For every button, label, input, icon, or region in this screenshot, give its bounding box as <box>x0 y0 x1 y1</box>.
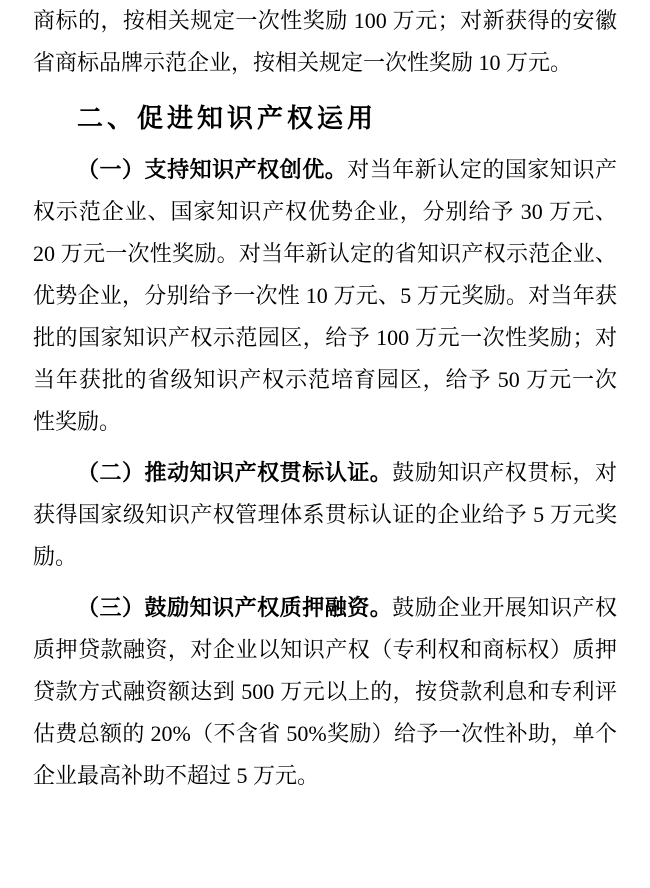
item-lead-bold: （三）鼓励知识产权质押融资。 <box>77 595 393 620</box>
item-lead-bold: （二）推动知识产权贯标认证。 <box>77 460 393 485</box>
text-line: 贷款方式融资额达到 500 万元以上的，按贷款利息和专利评 <box>33 679 617 704</box>
line-text: 鼓励知识产权贯标，对 <box>392 460 617 485</box>
paragraph-item-1 <box>33 149 617 443</box>
section-heading: 二、促进知识产权运用 <box>77 103 378 133</box>
text-line: 权示范企业、国家知识产权优势企业，分别给予 30 万元、 <box>33 199 617 224</box>
line-text: 鼓励企业开展知识产权 <box>392 595 617 620</box>
text-line: 励。 <box>33 544 78 569</box>
text-line: 优势企业，分别给予一次性 10 万元、5 万元奖励。对当年获 <box>33 283 617 308</box>
text-line: 批的国家知识产权示范园区，给予 100 万元一次性奖励；对 <box>33 325 617 350</box>
text-line <box>33 149 617 191</box>
text-line: 质押贷款融资，对企业以知识产权（专利权和商标权）质押 <box>33 637 617 662</box>
paragraph-continuation <box>33 0 617 84</box>
text-line: 商标的，按相关规定一次性奖励 100 万元；对新获得的安徽 <box>33 8 617 33</box>
text-line: 性奖励。 <box>33 409 122 434</box>
text-line: 估费总额的 20%（不含省 50%奖励）给予一次性补助，单个 <box>33 721 617 746</box>
line-text: 对当年新认定的国家知识产 <box>347 157 617 182</box>
text-line: 当年获批的省级知识产权示范培育园区，给予 50 万元一次 <box>33 367 617 392</box>
text-line: 企业最高补助不超过 5 万元。 <box>33 763 320 788</box>
paragraph-item-3 <box>33 587 617 797</box>
text-line: 20 万元一次性奖励。对当年新认定的省知识产权示范企业、 <box>33 241 617 266</box>
text-line <box>33 587 617 629</box>
paragraph-item-2 <box>33 452 617 578</box>
text-line: 省商标品牌示范企业，按相关规定一次性奖励 10 万元。 <box>33 50 573 75</box>
item-lead-bold: （一）支持知识产权创优。 <box>77 157 348 182</box>
text-line: 获得国家级知识产权管理体系贯标认证的企业给予 5 万元奖 <box>33 502 617 527</box>
text-line <box>33 452 617 494</box>
